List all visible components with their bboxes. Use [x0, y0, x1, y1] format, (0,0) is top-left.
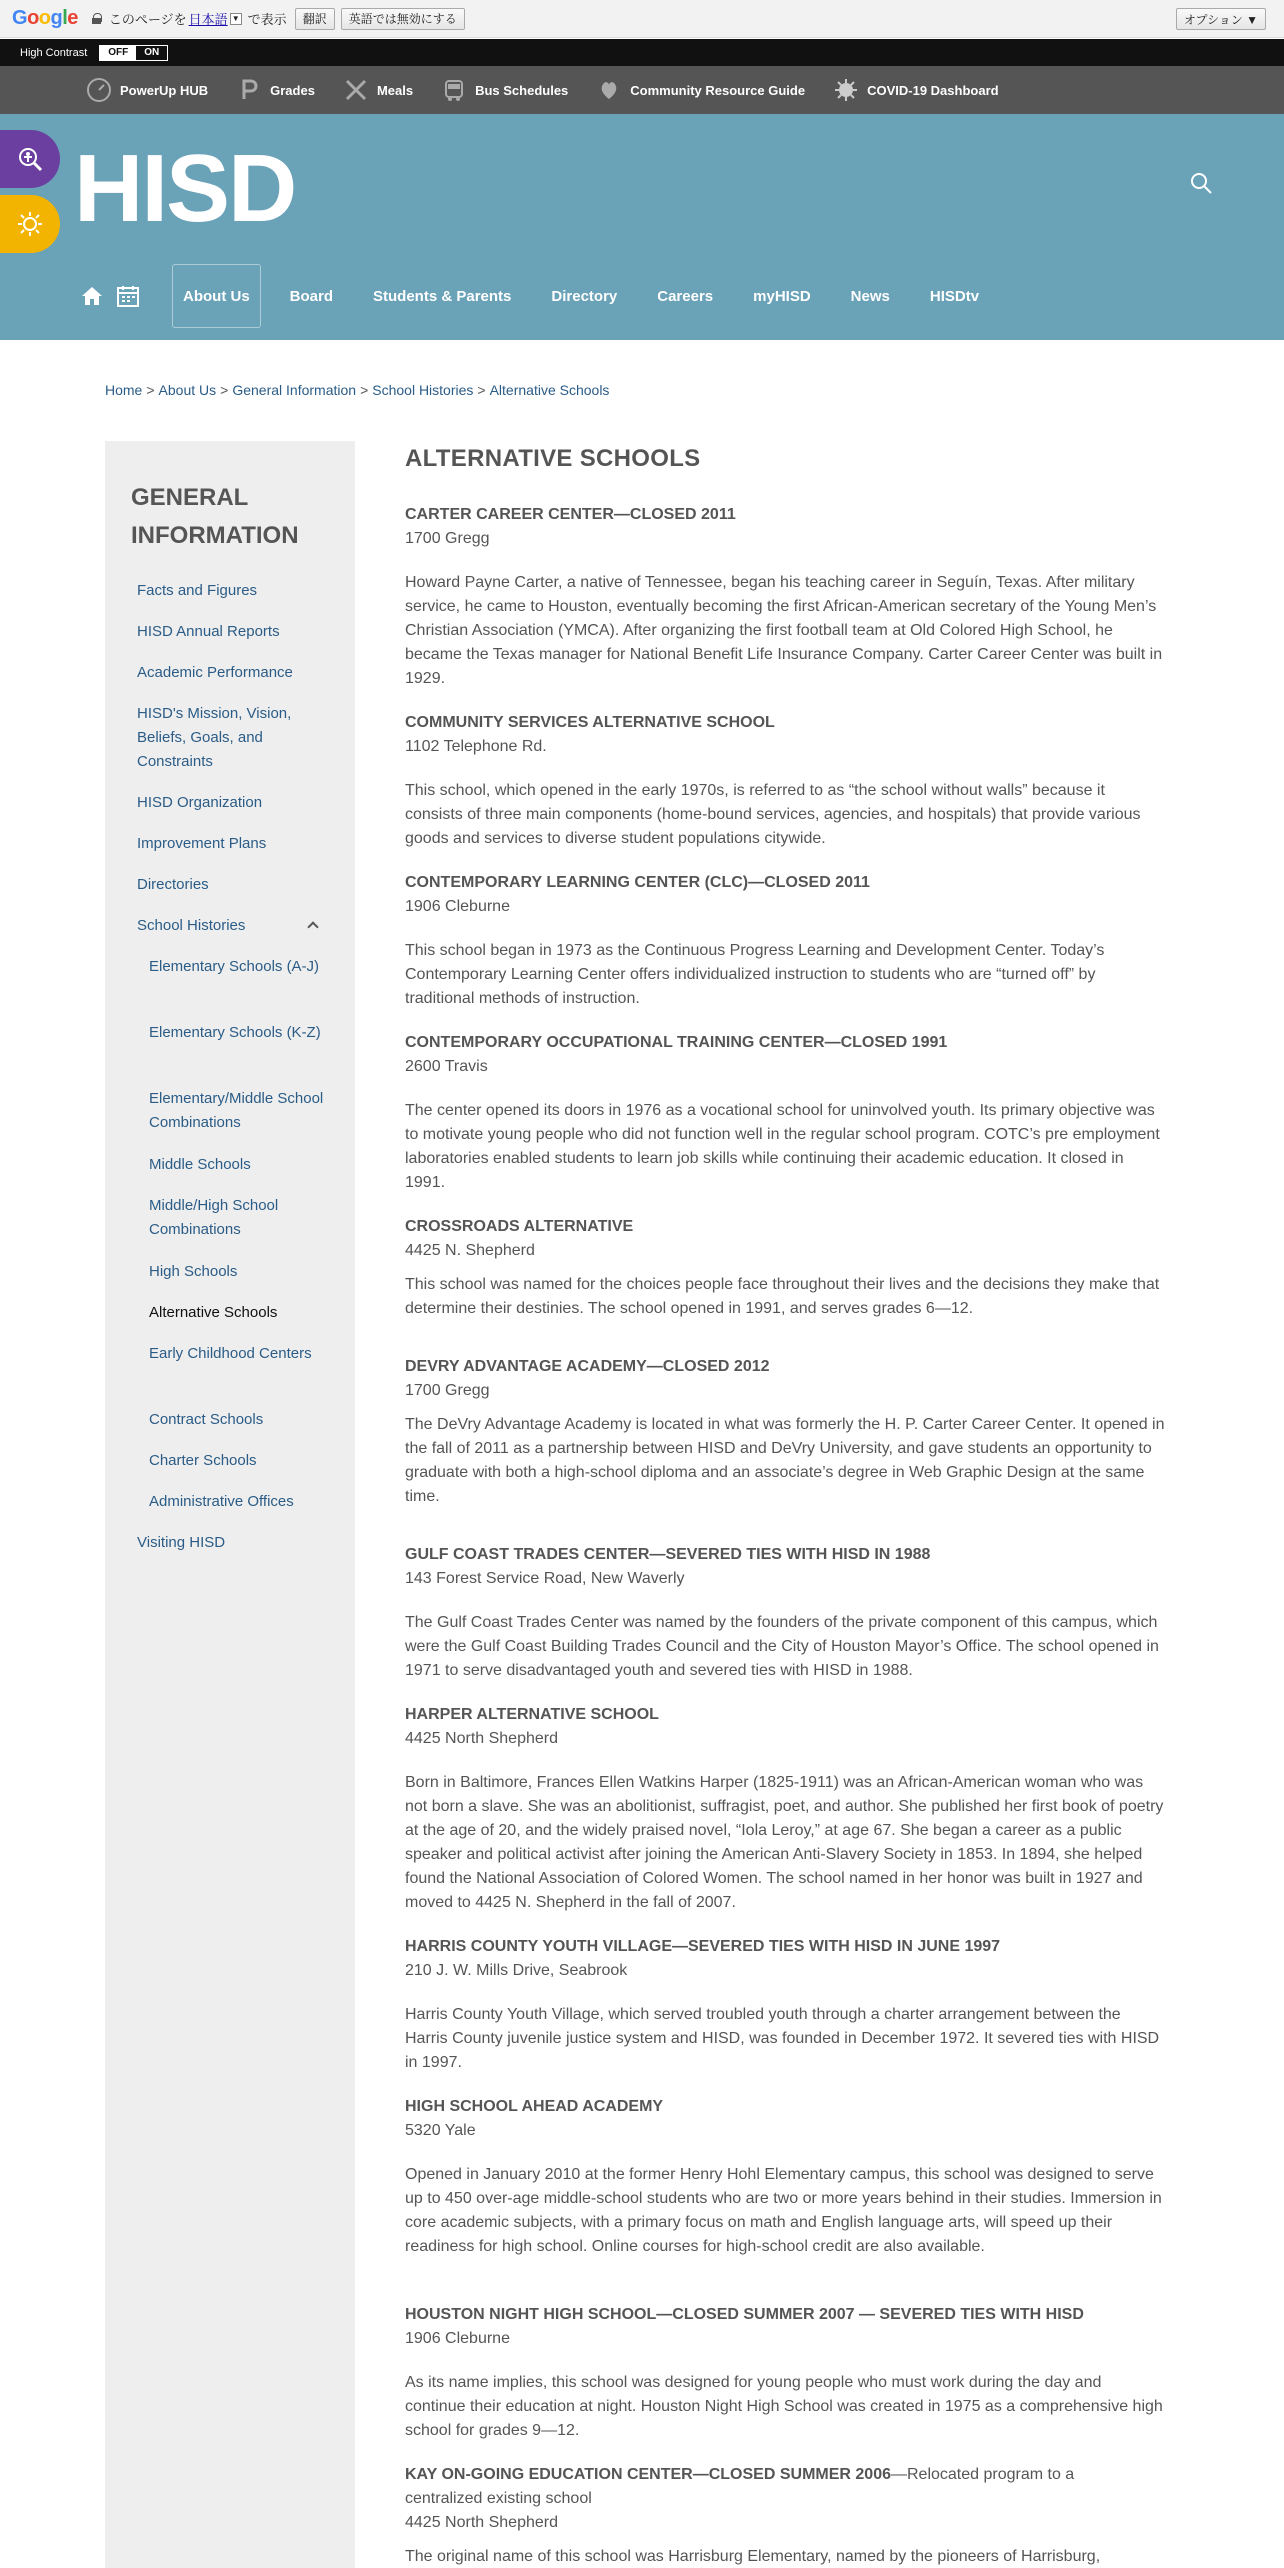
section-address: 1102 Telephone Rd.: [405, 738, 547, 755]
sun-icon: [16, 210, 44, 238]
section-text: Born in Baltimore, Frances Ellen Watkins Harper (1825-1911) was an African-American woman who was not born a slave. She was an abolitionist, suffragist, poet, and author. She published her first book of poetry at the age of 20, and the widely praised novel, “Iola Leroy,” at age 67. She began a career as a public speaker and political activist after joining the American Anti-Slavery Society in 1853. In 1894, she helped found the National Association of Colored Women. The school named in her honor was built in 1927 and moved to 4425 N. Shepherd in the fall of 2007.: [405, 1774, 1164, 1911]
section-address: 4425 N. Shepherd: [405, 1242, 535, 1259]
nav-myhisd[interactable]: myHISD: [753, 287, 811, 305]
sidebar-sub-elem-middle[interactable]: Elementary/Middle School Combinations: [149, 1090, 324, 1131]
hands-icon: [596, 77, 622, 103]
sidebar-sub-contract[interactable]: Contract Schools: [149, 1411, 264, 1428]
nav-students-parents[interactable]: Students & Parents: [373, 287, 512, 305]
sidebar-item-academic-performance[interactable]: Academic Performance: [137, 664, 293, 681]
sidebar-sub-elementary-kz[interactable]: Elementary Schools (K-Z): [149, 1024, 321, 1041]
section-text: The original name of this school was Harrisburg Elementary, named by the pioneers of Harrisburg,: [405, 2548, 1101, 2565]
sidebar-item-label: School Histories: [137, 917, 246, 934]
section-text: This school, which opened in the early 1970s, is referred to as “the school without walls” because it consists of three main components (home-bound services, agencies, and hospitals) that provide various goods and services to diverse student populations citywide.: [405, 782, 1141, 847]
sidebar-sub-charter[interactable]: Charter Schools: [149, 1452, 257, 1469]
section-heading: HOUSTON NIGHT HIGH SCHOOL—CLOSED SUMMER 2007 — SEVERED TIES WITH HISD: [405, 2306, 1084, 2323]
sidebar-title: GENERAL INFORMATION: [131, 484, 299, 549]
section-heading: HIGH SCHOOL AHEAD ACADEMY: [405, 2098, 664, 2115]
section-heading: COMMUNITY SERVICES ALTERNATIVE SCHOOL: [405, 714, 775, 731]
search-icon[interactable]: [1190, 172, 1212, 194]
sidebar-item-organization[interactable]: HISD Organization: [137, 794, 263, 811]
section-heading-note: —Relocated program to a centralized existing school: [405, 2466, 1075, 2507]
section-heading: CONTEMPORARY OCCUPATIONAL TRAINING CENTER—CLOSED 1991: [405, 1034, 948, 1051]
section-address: 4425 North Shepherd: [405, 1730, 558, 1747]
quick-link-label: Meals: [376, 82, 414, 98]
section-heading: DEVRY ADVANTAGE ACADEMY—CLOSED 2012: [405, 1358, 770, 1375]
page-title: ALTERNATIVE SCHOOLS: [405, 445, 701, 472]
sidebar: [105, 441, 355, 2568]
accessibility-tab[interactable]: [0, 130, 60, 188]
nav-careers[interactable]: Careers: [657, 287, 714, 305]
section-heading-text: KAY ON-GOING EDUCATION CENTER—CLOSED SUMMER 2006: [405, 2466, 891, 2483]
quick-link-community[interactable]: [596, 77, 805, 103]
section-text: Howard Payne Carter, a native of Tennessee, began his teaching career in Seguín, Texas. After military service, he came to Houston, eventually becoming the first African-American secretary of the Young Men’s Christian Association (YMCA). After organizing the first football team at Old Colored High School, he became the Texas manager for National Benefit Life Insurance Company. Carter Career Center was built in 1929.: [405, 574, 1163, 687]
gauge-icon: [86, 77, 112, 103]
bus-icon: [441, 77, 467, 103]
section-heading: HARRIS COUNTY YOUTH VILLAGE—SEVERED TIES WITH HISD IN JUNE 1997: [405, 1938, 1001, 1955]
high-contrast-label: High Contrast: [20, 46, 88, 59]
section-text: This school was named for the choices people face throughout their lives and the decisions they make that determine their destinies. The school opened in 1991, and serves grades 6—12.: [405, 1276, 1160, 1317]
section-heading: HARPER ALTERNATIVE SCHOOL: [405, 1706, 659, 1723]
sidebar-item-directories[interactable]: Directories: [137, 876, 209, 893]
section-text: The DeVry Advantage Academy is located in what was formerly the H. P. Carter Career Center. It opened in the fall of 2011 as a partnership between HISD and DeVry University, and gave students an opportunity to graduate with both a high-school diploma and an associate’s degree in Web Graphic Design at the same time.: [405, 1416, 1165, 1505]
section-text: The center opened its doors in 1976 as a vocational school for uninvolved youth. Its primary objective was to motivate young people who did not function well in the regular school program. COTC’s pre employment laboratories enabled students to learn job skills while continuing their academic education. It closed in 1991.: [405, 1102, 1160, 1191]
translate-bar: [0, 0, 1284, 38]
disable-translate-button[interactable]: 英語では無効にする: [341, 8, 465, 30]
section-text: Opened in January 2010 at the former Henry Hohl Elementary campus, this school was designed to serve up to 450 over-age middle-school students who are two or more years behind in their studies. Immersion in core academic subjects, with a primary focus on math and English language arts, will speed up their readiness for high school. Online courses for high-school credit are also available.: [405, 2166, 1162, 2255]
section-address: 210 J. W. Mills Drive, Seabrook: [405, 1962, 628, 1979]
quick-link-label: Community Resource Guide: [630, 82, 806, 98]
section-heading: CROSSROADS ALTERNATIVE: [405, 1218, 634, 1235]
site-header: [0, 114, 1284, 340]
language-dropdown[interactable]: ▼: [230, 13, 242, 25]
section-address: 1906 Cleburne: [405, 898, 510, 915]
quick-link-label: Bus Schedules: [475, 82, 569, 98]
alert-tab[interactable]: [0, 195, 60, 253]
sidebar-sub-high[interactable]: High Schools: [149, 1263, 238, 1280]
quick-link-bus[interactable]: [441, 77, 568, 103]
translate-button[interactable]: 翻訳: [295, 8, 335, 30]
section-address: 2600 Travis: [405, 1058, 488, 1075]
contrast-off[interactable]: OFF: [100, 46, 136, 60]
breadcrumb-school-histories[interactable]: School Histories: [372, 382, 474, 398]
section-text: This school began in 1973 as the Continuous Progress Learning and Development Center. Today’s Contemporary Learning Center offers individualized instruction to students who are “turned off” by traditional methods of instruction.: [405, 942, 1105, 1007]
section-text: The Gulf Coast Trades Center was named by the founders of the private component of this campus, which were the Gulf Coast Building Trades Council and the City of Houston Mayor’s Office. The school opened in 1971 to serve disadvantaged youth and severed ties with HISD in 1988.: [405, 1614, 1159, 1679]
sidebar-sub-middle-high[interactable]: Middle/High School Combinations: [149, 1197, 279, 1238]
quick-link-label: PowerUp HUB: [120, 82, 209, 98]
nav-hisdtv[interactable]: HISDtv: [929, 287, 980, 305]
lock-icon: [92, 13, 101, 24]
section-address: 1906 Cleburne: [405, 2330, 510, 2347]
accessibility-icon: [15, 144, 45, 174]
quick-link-grades[interactable]: [236, 77, 315, 103]
section-address: 1700 Gregg: [405, 530, 490, 547]
nav-news[interactable]: News: [850, 287, 890, 305]
sidebar-item-visiting[interactable]: Visiting HISD: [137, 1534, 226, 1551]
breadcrumb-home[interactable]: Home: [105, 382, 143, 398]
main-nav: [80, 264, 1008, 328]
breadcrumb: Home > About Us > General Information > School Histories > Alternative Schools: [105, 382, 610, 398]
section-address: 4425 North Shepherd: [405, 2514, 558, 2531]
section-address: 143 Forest Service Road, New Waverly: [405, 1570, 685, 1587]
sidebar-item-school-histories[interactable]: [137, 914, 337, 938]
translate-prefix: このページを: [108, 12, 187, 27]
section-text: As its name implies, this school was designed for young people who must work during the day and continue their education at night. Houston Night High School was created in 1975 as a comprehensive high school for grades 9—12.: [405, 2374, 1163, 2439]
section-heading: [405, 2463, 1105, 2511]
breadcrumb-about-us[interactable]: About Us: [158, 382, 217, 398]
sidebar-item-mission[interactable]: HISD's Mission, Vision, Beliefs, Goals, and Constraints: [137, 705, 292, 770]
sidebar-sub-middle[interactable]: Middle Schools: [149, 1156, 251, 1173]
sidebar-sub-administrative[interactable]: Administrative Offices: [149, 1493, 294, 1510]
options-button[interactable]: オプション ▼: [1176, 8, 1266, 30]
section-heading: CONTEMPORARY LEARNING CENTER (CLC)—CLOSED 2011: [405, 874, 870, 891]
google-logo: Google: [12, 7, 78, 29]
virus-icon: [833, 77, 859, 103]
section-address: 5320 Yale: [405, 2122, 476, 2139]
sidebar-sub-alternative[interactable]: Alternative Schools: [149, 1304, 278, 1321]
sidebar-sub-early-childhood[interactable]: Early Childhood Centers: [149, 1345, 312, 1362]
translate-suffix: で表示: [247, 12, 287, 27]
breadcrumb-general-information[interactable]: General Information: [232, 382, 357, 398]
hisd-logo[interactable]: HISD: [74, 135, 296, 242]
section-text: Harris County Youth Village, which served troubled youth through a charter arrangement between the Harris County juvenile justice system and HISD, was founded in December 1972. It severed ties with HISD in 1997.: [405, 2006, 1160, 2071]
quick-link-covid[interactable]: [833, 77, 998, 103]
high-contrast-bar: [0, 39, 1284, 66]
sidebar-sub-elementary-aj[interactable]: Elementary Schools (A-J): [149, 958, 320, 975]
contrast-on[interactable]: ON: [136, 46, 167, 60]
chevron-up-icon[interactable]: [307, 921, 318, 932]
section-address: 1700 Gregg: [405, 1382, 490, 1399]
quick-link-label: COVID-19 Dashboard: [867, 82, 999, 98]
quick-links-bar: [0, 66, 1284, 114]
sidebar-item-annual-reports[interactable]: HISD Annual Reports: [137, 623, 280, 640]
section-heading: CARTER CAREER CENTER—CLOSED 2011: [405, 506, 736, 523]
quick-link-meals[interactable]: [343, 77, 413, 103]
sidebar-item-facts[interactable]: Facts and Figures: [137, 582, 258, 599]
quick-link-powerup[interactable]: [86, 77, 208, 103]
sidebar-item-improvement-plans[interactable]: Improvement Plans: [137, 835, 267, 852]
calendar-icon[interactable]: [116, 284, 140, 308]
breadcrumb-alternative-schools[interactable]: Alternative Schools: [489, 382, 610, 398]
language-link[interactable]: 日本語: [188, 12, 228, 27]
high-contrast-toggle[interactable]: [99, 45, 168, 61]
nav-about-us[interactable]: About Us: [172, 264, 261, 328]
nav-board[interactable]: Board: [289, 287, 334, 305]
grades-icon: [236, 77, 262, 103]
quick-link-label: Grades: [270, 82, 315, 98]
nav-directory[interactable]: Directory: [551, 287, 618, 305]
utensils-icon: [343, 77, 369, 103]
home-icon[interactable]: [80, 284, 104, 308]
section-heading: GULF COAST TRADES CENTER—SEVERED TIES WITH HISD IN 1988: [405, 1546, 931, 1563]
